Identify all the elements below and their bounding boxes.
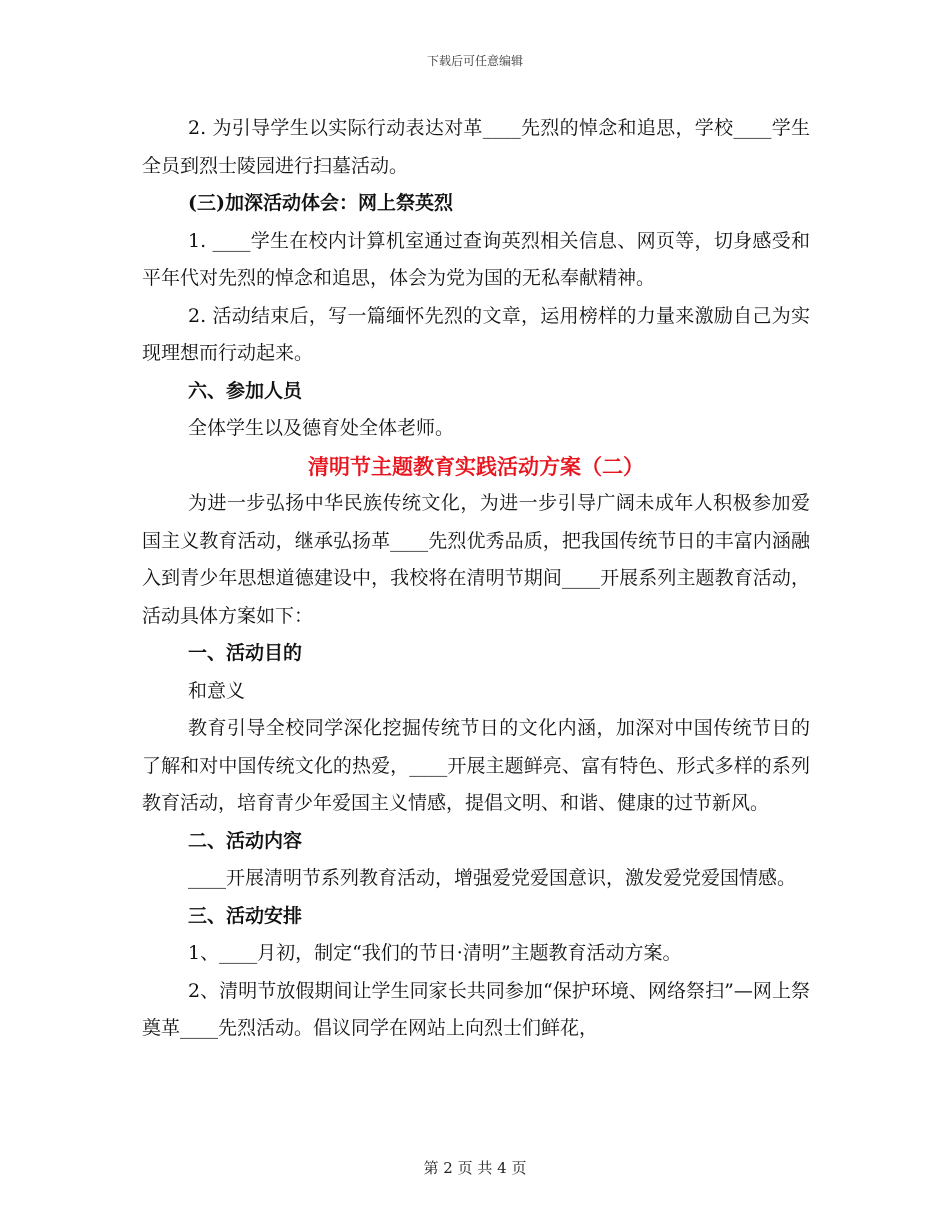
body-paragraph: 2. 为引导学生以实际行动表达对革____先烈的悼念和追思，学校____学生全员到烈士陵园进行扫墓活动。 [142,117,810,177]
body-paragraph: 教育引导全校同学深化挖掘传统节日的文化内涵，加深对中国传统节日的了解和对中国传统文化的热爱，____开展主题鲜亮、富有特色、形式多样的系列教育活动，培育青少年爱国主义情感，提倡文明、和谐、健康的过节新风。 [142,717,810,814]
document-title: 清明节主题教育实践活动方案（二） [308,453,644,479]
body-paragraph: 和意义 [188,679,246,702]
body-paragraph: ____开展清明节系列教育活动，增强爱党爱国意识，激发爱党爱国情感。 [188,867,797,889]
page-header: 下载后可任意编辑 [426,54,523,68]
body-paragraph: 全体学生以及德育处全体老师。 [188,417,455,439]
body-paragraph: 1. ____学生在校内计算机室通过查询英烈相关信息、网页等，切身感受和平年代对先烈的悼念和追思，体会为党为国的无私奉献精神。 [142,229,810,289]
section-heading: (三)加深活动体会：网上祭英烈 [188,192,453,214]
body-paragraph: 2. 活动结束后，写一篇缅怀先烈的文章，运用榜样的力量来激励自己为实现理想而行动起来。 [142,304,810,364]
body-paragraph: 为进一步弘扬中华民族传统文化，为进一步引导广阔未成年人积极参加爱国主义教育活动，继承弘扬革____先烈优秀品质，把我国传统节日的丰富内涵融入到青少年思想道德建设中，我校将在清明节期间____开展系列主题教育活动，活动具体方案如下： [142,492,810,627]
body-paragraph: 1、____月初，制定“我们的节日·清明”主题教育活动方案。 [188,942,682,964]
section-heading: 六、参加人员 [188,379,303,402]
section-heading: 一、活动目的 [188,642,303,664]
section-heading: 二、活动内容 [188,829,303,852]
document-body [142,110,810,1048]
page-footer: 第 2 页 共 4 页 [423,1159,527,1177]
section-heading: 三、活动安排 [188,904,303,927]
body-paragraph: 2、清明节放假期间让学生同家长共同参加“保护环境、网络祭扫”—网上祭奠革____先烈活动。倡议同学在网站上向烈士们鲜花， [142,979,810,1039]
